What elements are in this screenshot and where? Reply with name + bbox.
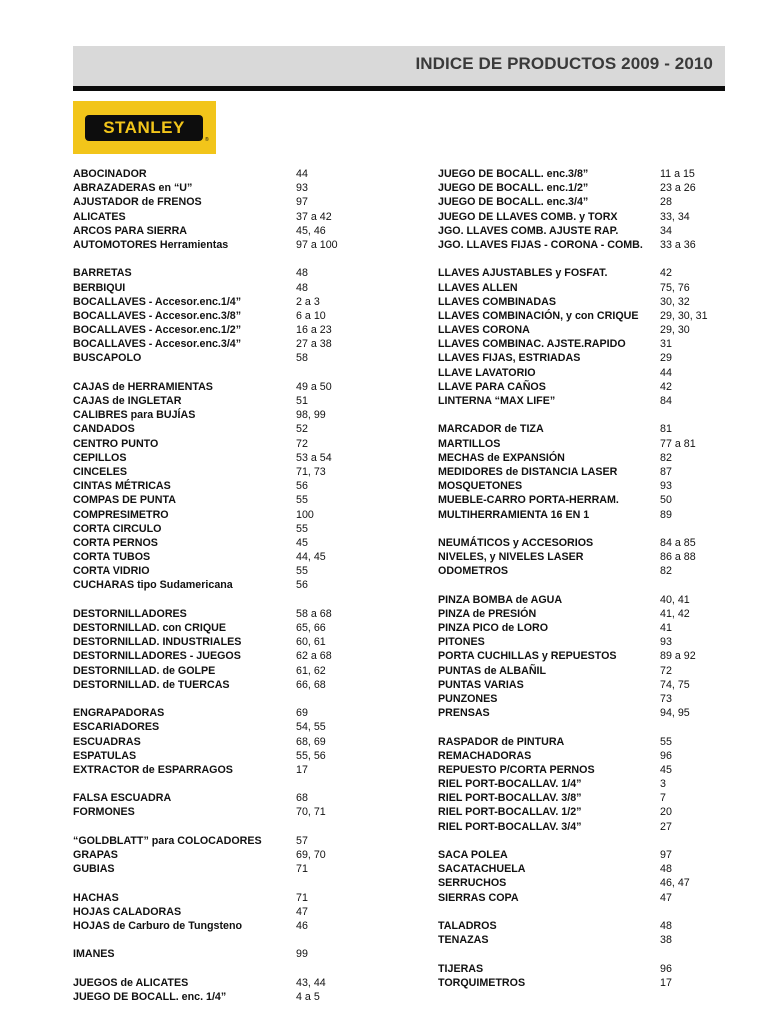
product-name: REPUESTO P/CORTA PERNOS — [438, 763, 595, 776]
page-numbers: 42 — [660, 380, 672, 393]
product-name: PINZA de PRESIÓN — [438, 607, 537, 620]
product-name: CORTA PERNOS — [73, 536, 158, 549]
product-name: BOCALLAVES - Accesor.enc.1/4” — [73, 295, 242, 308]
product-name: MARTILLOS — [438, 437, 501, 450]
page-numbers: 71 — [296, 863, 308, 876]
page-numbers: 4 a 5 — [296, 990, 320, 1003]
product-name: TENAZAS — [438, 934, 489, 947]
page-numbers: 42 — [660, 267, 672, 280]
page-numbers: 41, 42 — [660, 607, 690, 620]
page-numbers: 69, 70 — [296, 849, 326, 861]
page-numbers: 29 — [660, 352, 672, 365]
page-numbers: 99 — [296, 948, 308, 961]
header-band — [73, 46, 725, 86]
page-numbers: 44 — [296, 168, 308, 180]
product-name: LLAVES COMBINADAS — [438, 295, 556, 308]
product-name: CENTRO PUNTO — [73, 437, 159, 450]
page-numbers: 3 — [660, 778, 666, 791]
product-name: RASPADOR de PINTURA — [438, 735, 565, 748]
page-numbers: 34 — [660, 224, 672, 237]
page-numbers: 56 — [296, 579, 308, 592]
page-numbers: 81 — [660, 423, 672, 436]
product-name: DESTORNILLADORES — [73, 607, 187, 620]
stanley-logo — [73, 101, 216, 154]
page-numbers: 97 a 100 — [296, 238, 338, 251]
page-numbers: 23 a 26 — [660, 182, 696, 195]
product-name: LLAVES FIJAS, ESTRIADAS — [438, 352, 581, 365]
page-numbers: 29, 30, 31 — [660, 309, 708, 322]
page-numbers: 69 — [296, 707, 308, 720]
product-name: GUBIAS — [73, 863, 115, 876]
page-numbers: 77 a 81 — [660, 437, 696, 450]
product-name: MECHAS de EXPANSIÓN — [438, 451, 565, 464]
page-numbers: 52 — [296, 423, 308, 436]
page-numbers: 93 — [660, 480, 672, 493]
product-name: CANDADOS — [73, 423, 135, 436]
page-numbers: 27 — [660, 820, 672, 833]
page-numbers: 48 — [296, 267, 308, 280]
product-name: LLAVES COMBINACIÓN, y con CRIQUE — [438, 309, 639, 322]
page-numbers: 71, 73 — [296, 465, 326, 478]
page-numbers: 44 — [660, 366, 672, 379]
page-numbers: 44, 45 — [296, 551, 326, 564]
product-name: ARCOS PARA SIERRA — [73, 224, 188, 237]
product-name: “GOLDBLATT” para COLOCADORES — [73, 834, 262, 847]
product-name: ESCUADRAS — [73, 735, 141, 748]
product-name: BARRETAS — [73, 267, 132, 280]
page-numbers: 86 a 88 — [660, 551, 696, 564]
page-numbers: 100 — [296, 508, 314, 521]
page-numbers: 6 a 10 — [296, 309, 326, 322]
product-name: RIEL PORT-BOCALLAV. 1/2” — [438, 806, 582, 819]
page-numbers: 29, 30 — [660, 324, 690, 337]
page-numbers: 45, 46 — [296, 224, 326, 237]
page-numbers: 40, 41 — [660, 593, 690, 606]
product-name: PORTA CUCHILLAS y REPUESTOS — [438, 650, 617, 663]
product-name: REMACHADORAS — [438, 749, 532, 762]
page-numbers: 55 — [660, 735, 672, 748]
page-numbers: 53 a 54 — [296, 451, 332, 464]
page-numbers: 55 — [296, 494, 308, 507]
product-name: CINCELES — [73, 465, 128, 478]
product-name: CALIBRES para BUJÍAS — [73, 409, 196, 422]
product-name: JUEGO DE BOCALL. enc.1/2” — [438, 182, 589, 195]
product-name: LLAVES CORONA — [438, 324, 530, 337]
product-name: MEDIDORES de DISTANCIA LASER — [438, 465, 618, 478]
page-numbers: 45 — [296, 536, 308, 549]
page-numbers: 70, 71 — [296, 806, 326, 819]
product-name: HOJAS de Carburo de Tungsteno — [73, 919, 243, 932]
logo-text: STANLEY — [103, 118, 185, 137]
product-name: ESPATULAS — [73, 749, 137, 762]
product-name: ESCARIADORES — [73, 721, 160, 734]
product-name: LLAVES ALLEN — [438, 281, 518, 294]
product-name: FALSA ESCUADRA — [73, 792, 172, 805]
page-numbers: 62 a 68 — [296, 650, 332, 663]
product-name: JUEGO DE BOCALL. enc.3/8” — [438, 168, 589, 180]
page-numbers: 47 — [660, 891, 672, 904]
product-name: DESTORNILLAD. con CRIQUE — [73, 622, 226, 634]
page-numbers: 55, 56 — [296, 749, 326, 762]
page-numbers: 60, 61 — [296, 636, 326, 649]
product-name: BUSCAPOLO — [73, 352, 142, 365]
page-numbers: 57 — [296, 834, 308, 847]
page-numbers: 72 — [296, 437, 308, 450]
product-name: LINTERNA “MAX LIFE” — [438, 395, 556, 407]
product-name: AJUSTADOR de FRENOS — [73, 196, 202, 209]
page-numbers: 56 — [296, 480, 308, 493]
page-numbers: 97 — [296, 196, 308, 209]
product-name: SERRUCHOS — [438, 877, 507, 890]
product-name: DESTORNILLAD. INDUSTRIALES — [73, 636, 242, 649]
page-numbers: 43, 44 — [296, 976, 326, 989]
page-numbers: 68, 69 — [296, 735, 326, 748]
page-numbers: 17 — [660, 976, 672, 989]
product-name: MULTIHERRAMIENTA 16 EN 1 — [438, 508, 590, 521]
product-name: TALADROS — [438, 919, 497, 932]
page-numbers: 30, 32 — [660, 295, 690, 308]
product-name: MOSQUETONES — [438, 480, 523, 493]
product-name: MARCADOR de TIZA — [438, 423, 544, 436]
page-numbers: 71 — [296, 891, 308, 904]
product-name: MUEBLE-CARRO PORTA-HERRAM. — [438, 494, 619, 507]
product-name: CORTA TUBOS — [73, 551, 151, 564]
page-numbers: 84 — [660, 395, 672, 407]
product-name: IMANES — [73, 948, 115, 961]
product-name: FORMONES — [73, 806, 135, 819]
page-numbers: 49 a 50 — [296, 380, 332, 393]
product-name: RIEL PORT-BOCALLAV. 3/4” — [438, 820, 582, 833]
product-name: DESTORNILLADORES - JUEGOS — [73, 650, 241, 663]
page-numbers: 33 a 36 — [660, 238, 696, 251]
page-numbers: 96 — [660, 962, 672, 975]
product-name: SIERRAS COPA — [438, 891, 519, 904]
product-name: ABRAZADERAS en “U” — [73, 182, 193, 195]
page-numbers: 66, 68 — [296, 678, 326, 691]
page-numbers: 55 — [296, 522, 308, 535]
page-numbers: 58 — [296, 352, 308, 365]
product-name: GRAPAS — [73, 849, 118, 861]
page-numbers: 97 — [660, 849, 672, 861]
product-name: JUEGO DE LLAVES COMB. y TORX — [438, 210, 618, 223]
page-numbers: 17 — [296, 763, 308, 776]
page-numbers: 93 — [660, 636, 672, 649]
product-name: BOCALLAVES - Accesor.enc.3/4” — [73, 338, 242, 351]
page-numbers: 94, 95 — [660, 707, 690, 720]
product-name: CORTA VIDRIO — [73, 565, 150, 578]
page-numbers: 75, 76 — [660, 281, 690, 294]
page-numbers: 54, 55 — [296, 721, 326, 734]
product-name: TORQUIMETROS — [438, 976, 526, 989]
registered-mark: ® — [205, 137, 209, 143]
page-numbers: 45 — [660, 763, 672, 776]
product-name: CEPILLOS — [73, 451, 127, 464]
header-rule — [73, 86, 725, 91]
page-numbers: 61, 62 — [296, 664, 326, 677]
page-numbers: 16 a 23 — [296, 324, 332, 337]
product-name: EXTRACTOR de ESPARRAGOS — [73, 763, 233, 776]
product-name: COMPAS DE PUNTA — [73, 494, 176, 507]
page-numbers: 87 — [660, 465, 672, 478]
product-name: RIEL PORT-BOCALLAV. 1/4” — [438, 778, 582, 791]
product-name: CORTA CIRCULO — [73, 522, 162, 535]
page-numbers: 37 a 42 — [296, 210, 332, 223]
product-name: ABOCINADOR — [73, 168, 147, 180]
product-name: ENGRAPADORAS — [73, 707, 165, 720]
product-name: PRENSAS — [438, 707, 490, 720]
product-name: JUEGOS de ALICATES — [73, 976, 189, 989]
product-name: BOCALLAVES - Accesor.enc.3/8” — [73, 309, 242, 322]
page-numbers: 89 a 92 — [660, 650, 696, 663]
product-name: ODOMETROS — [438, 565, 509, 578]
page-numbers: 65, 66 — [296, 622, 326, 634]
product-name: NIVELES, y NIVELES LASER — [438, 551, 584, 564]
page-numbers: 73 — [660, 692, 672, 705]
product-name: HACHAS — [73, 891, 119, 904]
page-numbers: 48 — [296, 281, 308, 294]
product-name: JUEGO DE BOCALL. enc. 1/4” — [73, 990, 227, 1003]
page-numbers: 7 — [660, 792, 666, 805]
page-numbers: 84 a 85 — [660, 536, 696, 549]
product-name: PINZA PICO de LORO — [438, 622, 549, 634]
page-numbers: 48 — [660, 919, 672, 932]
page-numbers: 46 — [296, 919, 308, 932]
page-numbers: 33, 34 — [660, 210, 690, 223]
product-name: AUTOMOTORES Herramientas — [73, 238, 229, 251]
page-numbers: 28 — [660, 196, 672, 209]
page-numbers: 89 — [660, 508, 672, 521]
product-name: LLAVE PARA CAÑOS — [438, 380, 546, 393]
page-numbers: 98, 99 — [296, 409, 326, 422]
product-name: JGO. LLAVES FIJAS - CORONA - COMB. — [438, 238, 643, 251]
product-name: NEUMÁTICOS y ACCESORIOS — [438, 536, 594, 549]
product-name: SACA POLEA — [438, 849, 508, 861]
product-name: BOCALLAVES - Accesor.enc.1/2” — [73, 324, 242, 337]
product-name: PUNTAS VARIAS — [438, 678, 524, 691]
page-numbers: 46, 47 — [660, 877, 690, 890]
product-name: RIEL PORT-BOCALLAV. 3/8” — [438, 792, 582, 805]
page-title: INDICE DE PRODUCTOS 2009 - 2010 — [415, 54, 713, 73]
page-numbers: 82 — [660, 451, 672, 464]
page-numbers: 27 a 38 — [296, 338, 332, 351]
product-name: TIJERAS — [438, 962, 484, 975]
page-numbers: 74, 75 — [660, 678, 690, 691]
product-name: PITONES — [438, 636, 485, 649]
page-numbers: 55 — [296, 565, 308, 578]
product-name: PUNTAS de ALBAÑIL — [438, 664, 547, 677]
product-name: COMPRESIMETRO — [73, 508, 169, 521]
page-numbers: 2 a 3 — [296, 295, 320, 308]
product-name: ALICATES — [73, 210, 126, 223]
page-numbers: 20 — [660, 806, 672, 819]
product-name: BERBIQUI — [73, 281, 126, 294]
page-numbers: 41 — [660, 622, 672, 634]
product-name: SACATACHUELA — [438, 863, 526, 876]
page-numbers: 31 — [660, 338, 672, 351]
product-name: JGO. LLAVES COMB. AJUSTE RAP. — [438, 224, 619, 237]
page-numbers: 48 — [660, 863, 672, 876]
product-name: LLAVES COMBINAC. AJSTE.RAPIDO — [438, 338, 626, 351]
page-numbers: 93 — [296, 182, 308, 195]
product-name: JUEGO DE BOCALL. enc.3/4” — [438, 196, 589, 209]
product-name: CAJAS de INGLETAR — [73, 395, 182, 407]
logo-badge — [85, 115, 203, 141]
page-numbers: 38 — [660, 934, 672, 947]
product-name: HOJAS CALADORAS — [73, 905, 182, 918]
product-name: LLAVES AJUSTABLES y FOSFAT. — [438, 267, 608, 280]
product-name: PUNZONES — [438, 692, 498, 705]
page-numbers: 72 — [660, 664, 672, 677]
page-numbers: 68 — [296, 792, 308, 805]
product-name: CAJAS de HERRAMIENTAS — [73, 380, 213, 393]
page-numbers: 50 — [660, 494, 672, 507]
page-numbers: 96 — [660, 749, 672, 762]
product-name: DESTORNILLAD. de GOLPE — [73, 664, 216, 677]
page-numbers: 51 — [296, 395, 308, 407]
product-name: PINZA BOMBA de AGUA — [438, 593, 563, 606]
product-name: CINTAS MÉTRICAS — [73, 480, 171, 493]
page-numbers: 58 a 68 — [296, 607, 332, 620]
page-numbers: 11 a 15 — [660, 168, 695, 180]
page-numbers: 82 — [660, 565, 672, 578]
page-numbers: 47 — [296, 905, 308, 918]
product-name: CUCHARAS tipo Sudamericana — [73, 579, 233, 592]
product-name: LLAVE LAVATORIO — [438, 366, 536, 379]
product-name: DESTORNILLAD. de TUERCAS — [73, 678, 230, 691]
